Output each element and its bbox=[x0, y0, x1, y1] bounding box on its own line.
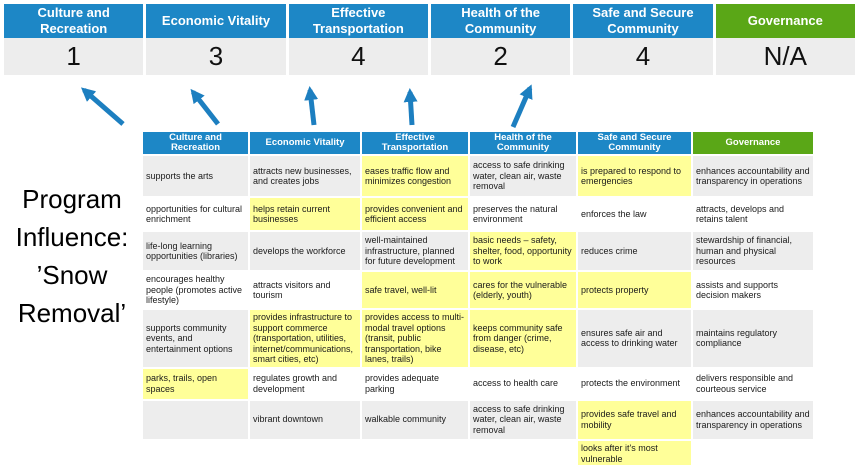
matrix-cell: provides safe travel and mobility bbox=[578, 401, 691, 439]
pillar-column bbox=[573, 4, 712, 75]
pillar-scoreboard bbox=[4, 4, 855, 75]
matrix-cell: access to safe drinking water, clean air, waste removal bbox=[470, 401, 576, 439]
matrix-cell: develops the workforce bbox=[250, 232, 360, 270]
matrix-cell: provides adequate parking bbox=[362, 369, 468, 399]
matrix-header-cell: Health of the Community bbox=[470, 132, 576, 154]
matrix-cell: well-maintained infrastructure, planned for future development bbox=[362, 232, 468, 270]
matrix-cell: regulates growth and development bbox=[250, 369, 360, 399]
matrix-cell: access to health care bbox=[470, 369, 576, 399]
matrix-row bbox=[143, 156, 813, 196]
pillar-column bbox=[289, 4, 428, 75]
pillar-score: 1 bbox=[4, 38, 143, 75]
pillar-header: Safe and Secure Community bbox=[573, 4, 712, 38]
pillar-header: Economic Vitality bbox=[146, 4, 285, 38]
matrix-cell: supports community events, and entertainment options bbox=[143, 310, 248, 367]
matrix-cell: maintains regulatory compliance bbox=[693, 310, 813, 367]
matrix-row bbox=[143, 272, 813, 308]
matrix-cell: walkable community bbox=[362, 401, 468, 439]
matrix-cell: encourages healthy people (promotes active lifestyle) bbox=[143, 272, 248, 308]
matrix-cell: is prepared to respond to emergencies bbox=[578, 156, 691, 196]
matrix-cell: cares for the vulnerable (elderly, youth) bbox=[470, 272, 576, 308]
matrix-cell: attracts visitors and tourism bbox=[250, 272, 360, 308]
matrix-cell bbox=[143, 441, 248, 465]
matrix-cell: attracts new businesses, and creates jobs bbox=[250, 156, 360, 196]
pillar-header: Governance bbox=[716, 4, 855, 38]
matrix-cell bbox=[143, 401, 248, 439]
matrix-cell bbox=[693, 441, 813, 465]
matrix-header-row bbox=[143, 132, 813, 154]
program-title: Program Influence: ’Snow Removal’ bbox=[15, 184, 129, 328]
matrix-row bbox=[143, 198, 813, 230]
matrix-cell: eases traffic flow and minimizes congestion bbox=[362, 156, 468, 196]
matrix-cell: ensures safe air and access to drinking water bbox=[578, 310, 691, 367]
matrix-cell: basic needs – safety, shelter, food, opportunity to work bbox=[470, 232, 576, 270]
matrix-cell: life-long learning opportunities (libraries) bbox=[143, 232, 248, 270]
arrow-economic bbox=[193, 92, 218, 124]
matrix-cell: delivers responsible and courteous service bbox=[693, 369, 813, 399]
matrix-cell: attracts, develops and retains talent bbox=[693, 198, 813, 230]
matrix-cell: provides convenient and efficient access bbox=[362, 198, 468, 230]
matrix-cell: protects the environment bbox=[578, 369, 691, 399]
matrix-cell: reduces crime bbox=[578, 232, 691, 270]
matrix-cell: enhances accountability and transparency in operations bbox=[693, 401, 813, 439]
matrix-header-cell: Effective Transportation bbox=[362, 132, 468, 154]
matrix-row bbox=[143, 310, 813, 367]
pillar-column bbox=[431, 4, 570, 75]
matrix-cell: stewardship of financial, human and physical resources bbox=[693, 232, 813, 270]
arrow-safe bbox=[513, 88, 530, 127]
matrix-cell bbox=[250, 441, 360, 465]
pillar-score: 4 bbox=[289, 38, 428, 75]
pillar-score: 4 bbox=[573, 38, 712, 75]
matrix-row bbox=[143, 441, 813, 465]
pillar-header: Culture and Recreation bbox=[4, 4, 143, 38]
pillar-header: Effective Transportation bbox=[289, 4, 428, 38]
matrix-cell: enforces the law bbox=[578, 198, 691, 230]
pillar-score: 2 bbox=[431, 38, 570, 75]
matrix-cell: enhances accountability and transparency in operations bbox=[693, 156, 813, 196]
matrix-cell: looks after it's most vulnerable bbox=[578, 441, 691, 465]
arrow-transportation bbox=[310, 90, 314, 125]
matrix-header-cell: Governance bbox=[693, 132, 813, 154]
matrix-cell: provides infrastructure to support commerce (transportation, utilities, internet/communications, smart cities, etc) bbox=[250, 310, 360, 367]
pillar-header: Health of the Community bbox=[431, 4, 570, 38]
matrix-header-cell: Culture and Recreation bbox=[143, 132, 248, 154]
pillar-score: 3 bbox=[146, 38, 285, 75]
pillar-column bbox=[4, 4, 143, 75]
matrix-header-cell: Safe and Secure Community bbox=[578, 132, 691, 154]
arrow-health bbox=[410, 92, 412, 125]
matrix-cell: access to safe drinking water, clean air, waste removal bbox=[470, 156, 576, 196]
matrix-header-cell: Economic Vitality bbox=[250, 132, 360, 154]
matrix-cell: assists and supports decision makers bbox=[693, 272, 813, 308]
influence-arrows bbox=[50, 78, 570, 136]
matrix-cell bbox=[470, 441, 576, 465]
pillar-column bbox=[716, 4, 855, 75]
influence-matrix bbox=[143, 132, 813, 465]
matrix-cell: supports the arts bbox=[143, 156, 248, 196]
pillar-score: N/A bbox=[716, 38, 855, 75]
matrix-cell: vibrant downtown bbox=[250, 401, 360, 439]
matrix-row bbox=[143, 232, 813, 270]
matrix-cell: helps retain current businesses bbox=[250, 198, 360, 230]
matrix-cell: provides access to multi-modal travel options (transit, public transportation, bike lanes, trails) bbox=[362, 310, 468, 367]
arrow-culture bbox=[84, 90, 123, 124]
matrix-row bbox=[143, 369, 813, 399]
pillar-column bbox=[146, 4, 285, 75]
matrix-cell: safe travel, well-lit bbox=[362, 272, 468, 308]
matrix-cell: parks, trails, open spaces bbox=[143, 369, 248, 399]
matrix-cell: preserves the natural environment bbox=[470, 198, 576, 230]
matrix-cell: keeps community safe from danger (crime, disease, etc) bbox=[470, 310, 576, 367]
matrix-cell: protects property bbox=[578, 272, 691, 308]
matrix-cell bbox=[362, 441, 468, 465]
matrix-cell: opportunities for cultural enrichment bbox=[143, 198, 248, 230]
matrix-row bbox=[143, 401, 813, 439]
